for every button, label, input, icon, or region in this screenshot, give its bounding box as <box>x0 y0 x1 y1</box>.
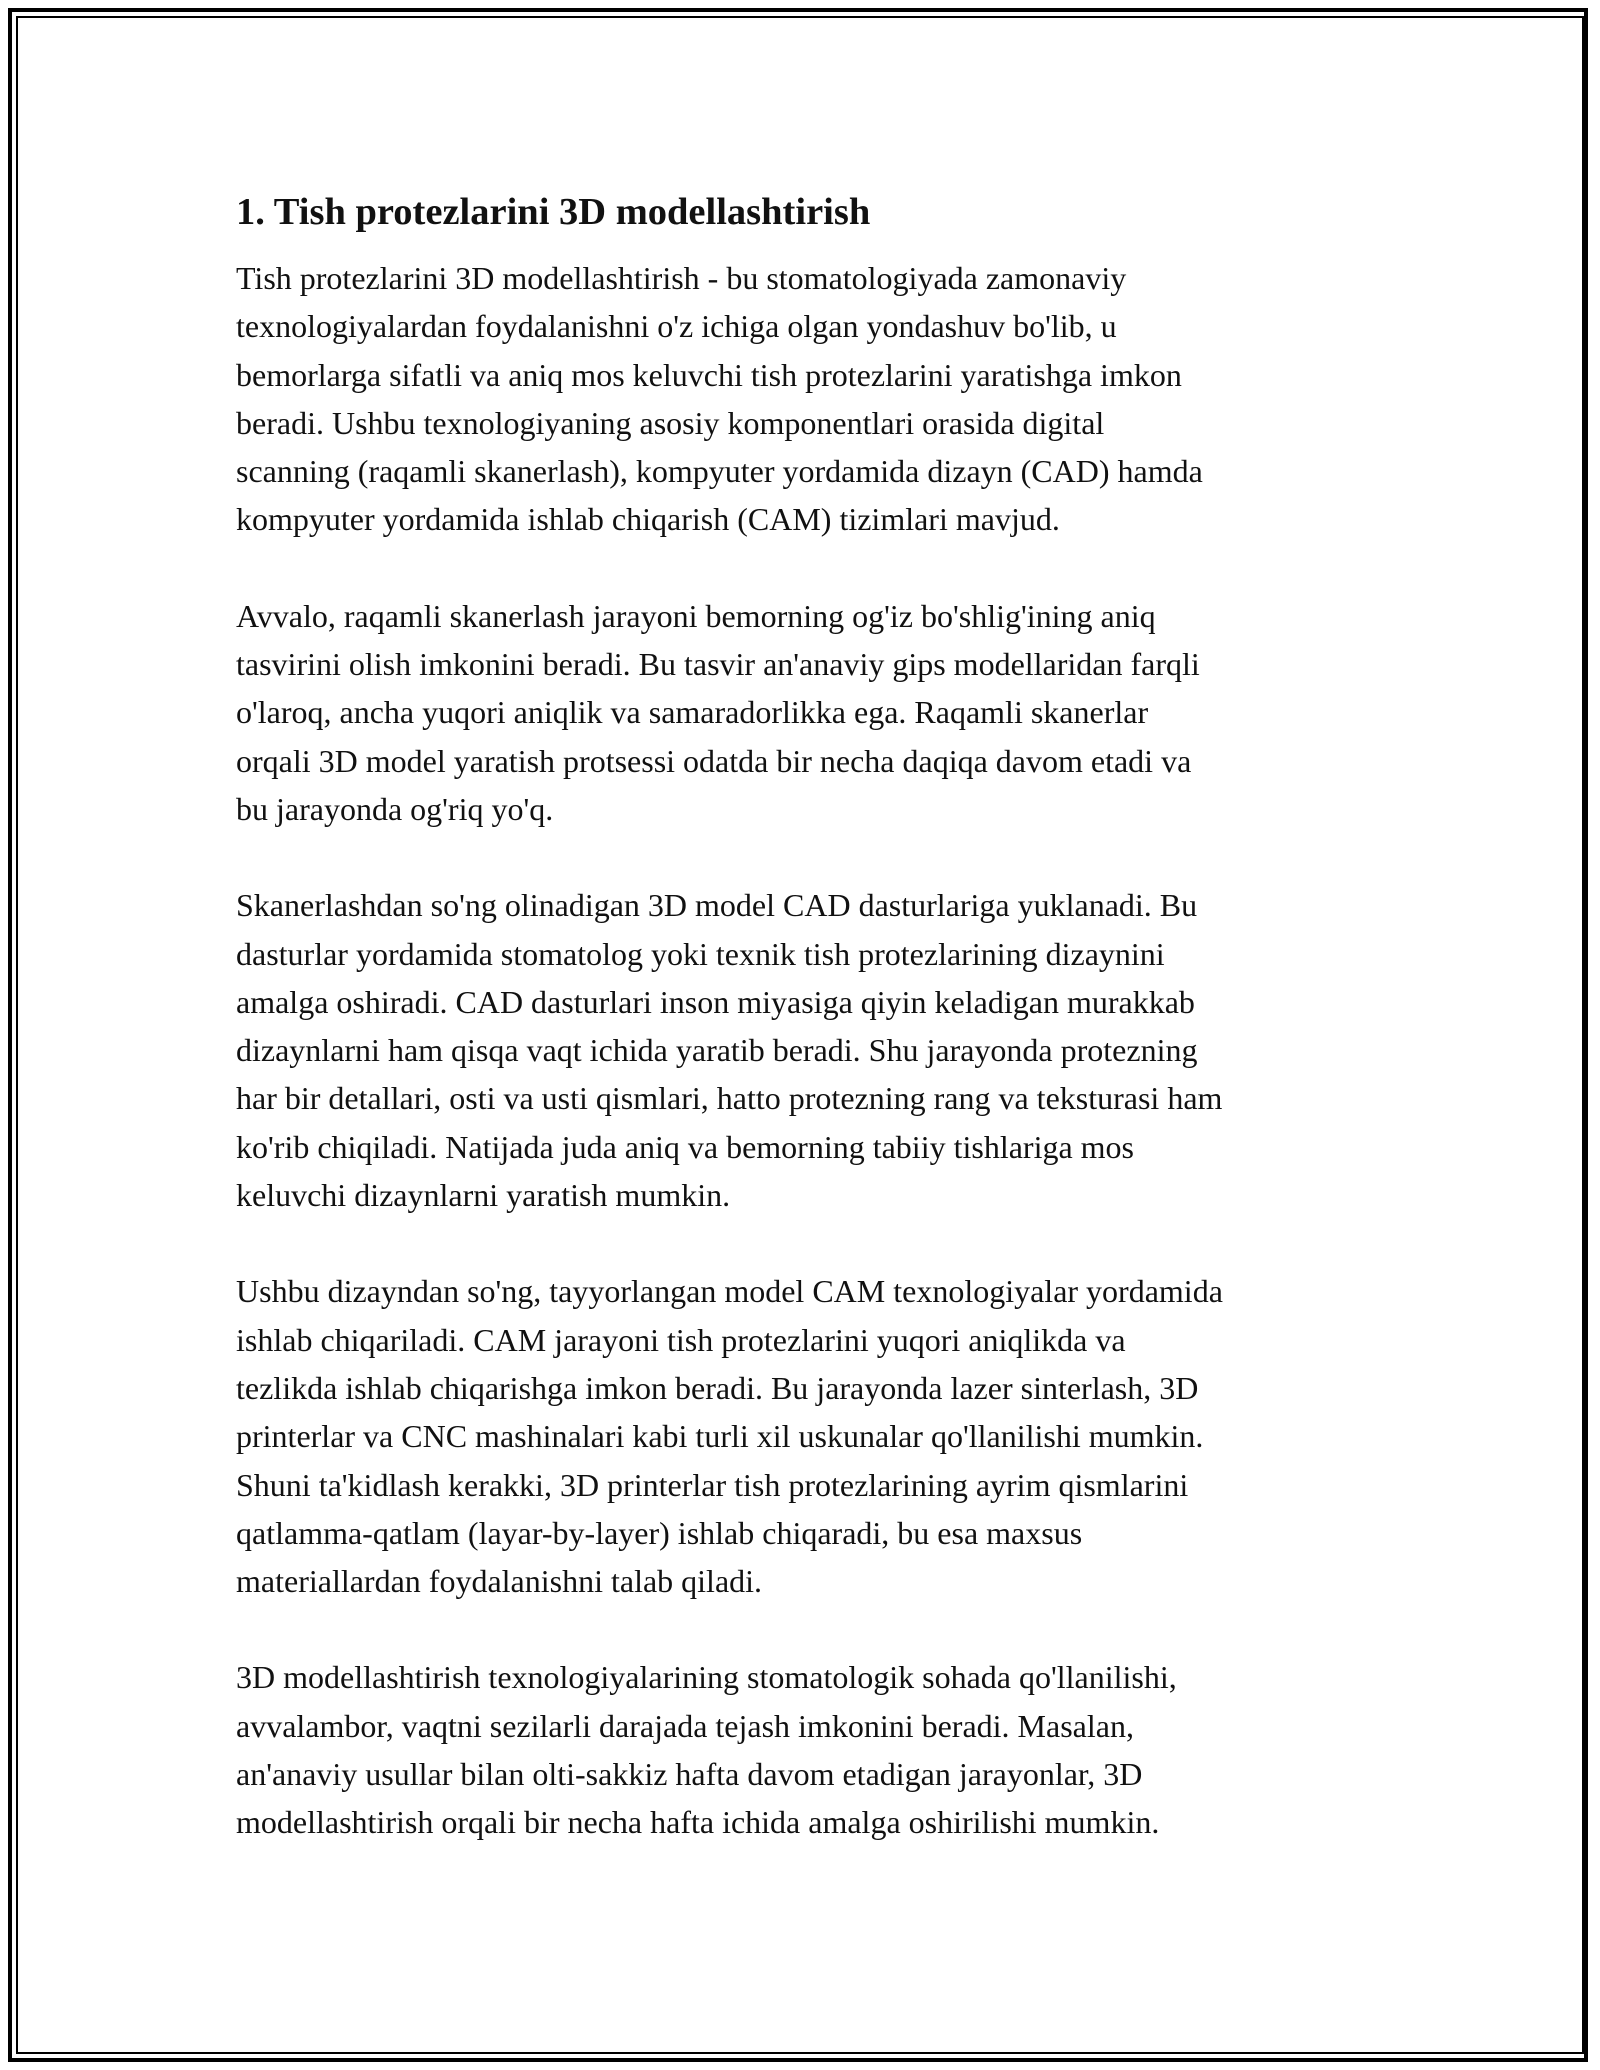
text-line: Avvalo, raqamli skanerlash jarayoni bemorning og'iz bo'shlig'ining aniq <box>236 597 1156 634</box>
text-line: dasturlar yordamida stomatolog yoki texnik tish protezlarining dizaynini <box>236 935 1165 972</box>
text-line: keluvchi dizaynlarni yaratish mumkin. <box>236 1177 731 1214</box>
paragraph-3 <box>236 881 1376 1219</box>
text-line: har bir detallari, osti va usti qismlari, hatto protezning rang va teksturasi ham <box>236 1080 1223 1117</box>
text-line: Tish protezlarini 3D modellashtirish - bu stomatologiyada zamonaviy <box>236 260 1127 296</box>
section-heading: 1. Tish protezlarini 3D modellashtirish <box>236 191 871 233</box>
text-line: beradi. Ushbu texnologiyaning asosiy komponentlari orasida digital <box>236 404 1105 441</box>
text-line: ishlab chiqariladi. CAM jarayoni tish protezlarini yuqori aniqlikda va <box>236 1321 1126 1358</box>
text-line: texnologiyalardan foydalanishni o'z ichiga olgan yondashuv bo'lib, u <box>236 308 1117 345</box>
text-line: 3D modellashtirish texnologiyalarining stomatologik sohada qo'llanilishi, <box>236 1659 1177 1696</box>
text-line: avvalambor, vaqtni sezilarli darajada tejash imkonini beradi. Masalan, <box>236 1707 1134 1744</box>
text-line: Ushbu dizayndan so'ng, tayyorlangan model CAM texnologiyalar yordamida <box>236 1273 1223 1310</box>
text-line: bemorlarga sifatli va aniq mos keluvchi tish protezlarini yaratishga imkon <box>236 356 1182 393</box>
text-line: o'laroq, ancha yuqori aniqlik va samaradorlikka ega. Raqamli skanerlar <box>236 694 1149 731</box>
paragraph-5 <box>236 1653 1376 1846</box>
text-line: tasvirini olish imkonini beradi. Bu tasvir an'anaviy gips modellaridan farqli <box>236 646 1200 683</box>
text-line: Skanerlashdan so'ng olinadigan 3D model CAD dasturlariga yuklanadi. Bu <box>236 887 1198 924</box>
text-line: modellashtirish orqali bir necha hafta ichida amalga oshirilishi mumkin. <box>236 1804 1160 1841</box>
text-line: an'anaviy usullar bilan olti-sakkiz hafta davom etadigan jarayonlar, 3D <box>236 1756 1143 1793</box>
text-line: kompyuter yordamida ishlab chiqarish (CAM) tizimlari mavjud. <box>236 501 1060 538</box>
text-line: dizaynlarni ham qisqa vaqt ichida yaratib beradi. Shu jarayonda protezning <box>236 1032 1198 1069</box>
text-line: tezlikda ishlab chiqarishga imkon beradi. Bu jarayonda lazer sinterlash, 3D <box>236 1369 1199 1406</box>
text-line: amalga oshiradi. CAD dasturlari inson miyasiga qiyin keladigan murakkab <box>236 983 1195 1020</box>
text-line: bu jarayonda og'riq yo'q. <box>236 790 554 827</box>
paragraph-4 <box>236 1267 1376 1605</box>
text-line: materiallardan foydalanishni talab qiladi. <box>236 1563 763 1600</box>
document-body <box>236 186 1376 1895</box>
text-line: scanning (raqamli skanerlash), kompyuter yordamida dizayn (CAD) hamda <box>236 453 1203 490</box>
text-line: ko'rib chiqiladi. Natijada juda aniq va bemorning tabiiy tishlariga mos <box>236 1128 1134 1165</box>
text-line: Shuni ta'kidlash kerakki, 3D printerlar tish protezlarining ayrim qismlarini <box>236 1466 1189 1503</box>
text-line: printerlar va CNC mashinalari kabi turli xil uskunalar qo'llanilishi mumkin. <box>236 1418 1204 1455</box>
text-line: orqali 3D model yaratish protsessi odatda bir necha daqiqa davom etadi va <box>236 742 1192 779</box>
paragraph-2 <box>236 592 1376 833</box>
paragraph-1 <box>236 254 1376 544</box>
text-line: qatlamma-qatlam (layar-by-layer) ishlab chiqaradi, bu esa maxsus <box>236 1514 1083 1551</box>
paragraphs-container <box>236 254 1376 1847</box>
